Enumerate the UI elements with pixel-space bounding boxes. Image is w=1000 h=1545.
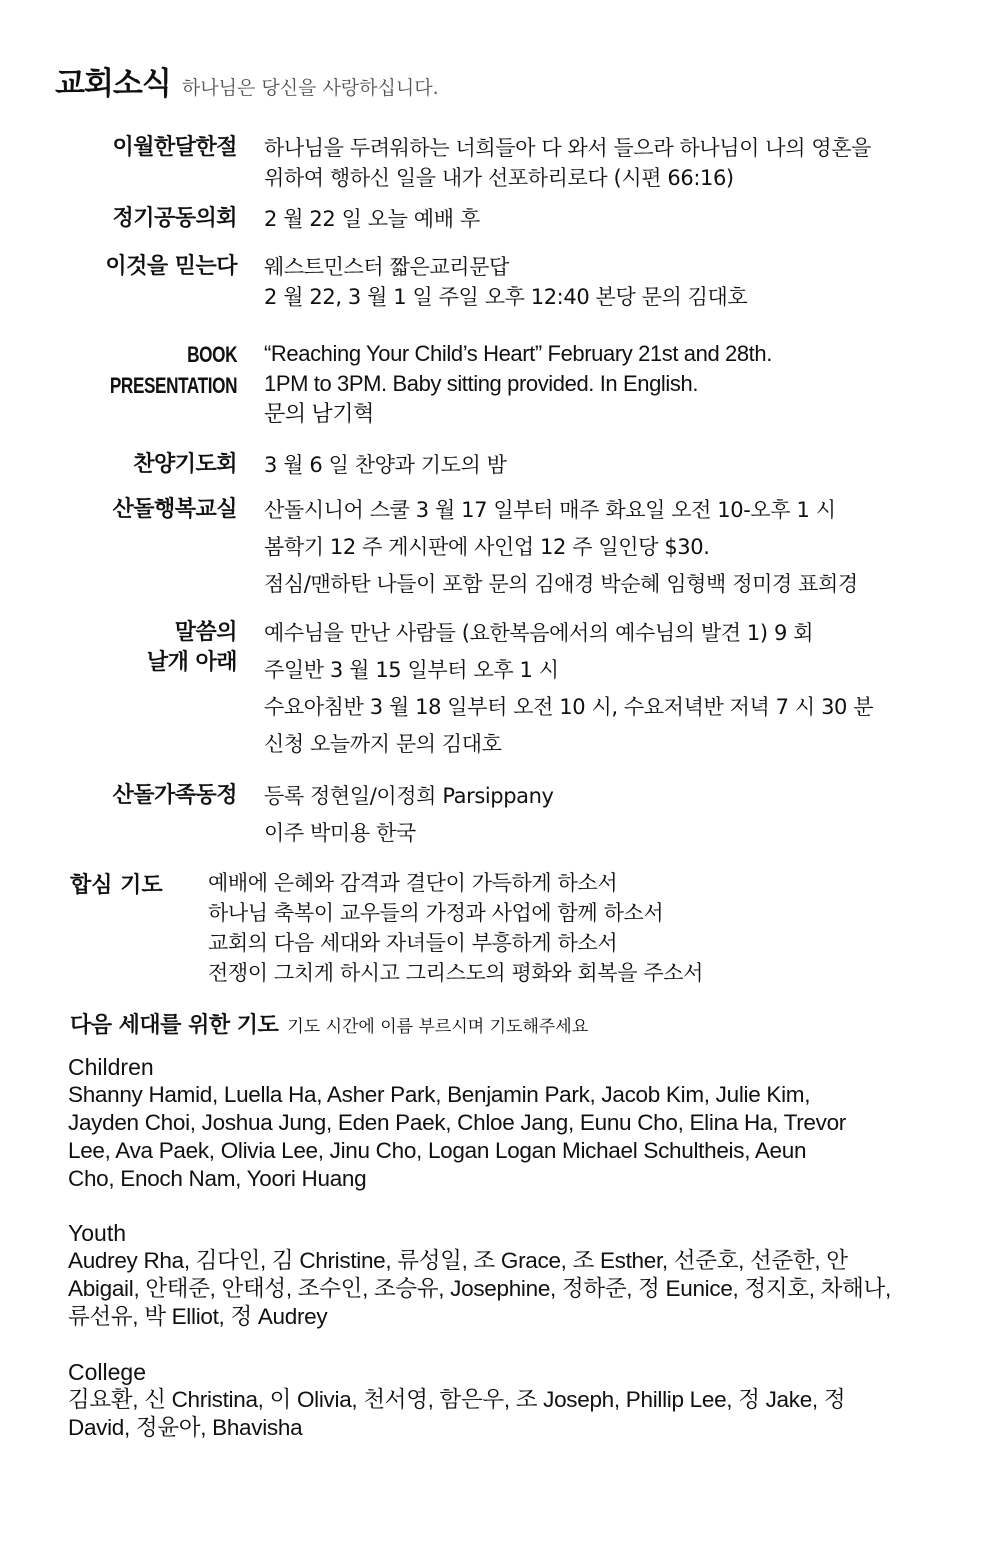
- section-label: [110, 339, 237, 401]
- content-line: 위하여 행하신 일을 내가 선포하리로다 (시편 66:16): [264, 166, 734, 190]
- names-line: Cho, Enoch Nam, Yoori Huang: [68, 1166, 367, 1191]
- section-label: 찬양기도회: [133, 452, 237, 477]
- label-line: BOOK: [187, 342, 237, 367]
- section-label: 이월한달한절: [112, 135, 237, 160]
- names-line: Jayden Choi, Joshua Jung, Eden Paek, Chloe Jang, Eunu Cho, Elina Ha, Trevor: [68, 1110, 846, 1135]
- section-label: [147, 618, 237, 678]
- prayer-line: 하나님 축복이 교우들의 가정과 사업에 함께 하소서: [208, 901, 664, 925]
- page-header: [55, 58, 439, 103]
- content-line: 수요아침반 3 월 18 일부터 오전 10 시, 수요저녁반 저녁 7 시 30 분: [264, 695, 874, 719]
- section-content: [264, 252, 954, 312]
- page-title: 교회소식: [55, 66, 171, 102]
- content-line: 2 월 22 일 오늘 예배 후: [264, 207, 480, 231]
- names-line: David, 정윤아, Bhavisha: [68, 1415, 303, 1440]
- content-line: 이주 박미용 한국: [264, 821, 416, 845]
- content-line: 문의 남기혁: [264, 401, 374, 426]
- group-title: Children: [68, 1054, 154, 1080]
- section-label: 산돌행복교실: [112, 497, 237, 522]
- section-label: 산돌가족동정: [112, 783, 237, 808]
- prayer-line: 예배에 은혜와 감격과 결단이 가득하게 하소서: [208, 871, 618, 895]
- label-line: 말씀의: [174, 620, 237, 645]
- content-line: 신청 오늘까지 문의 김대호: [264, 732, 502, 756]
- prayer-line: 교회의 다음 세대와 자녀들이 부흥하게 하소서: [208, 931, 618, 955]
- content-line: 3 월 6 일 찬양과 기도의 밤: [264, 453, 507, 477]
- content-line: “Reaching Your Child’s Heart” February 21st and 28th.: [264, 341, 772, 366]
- content-line: 웨스트민스터 짧은교리문답: [264, 255, 509, 279]
- content-line: 봄학기 12 주 게시판에 사인업 12 주 일인당 $30.: [264, 535, 710, 559]
- content-line: 2 월 22, 3 월 1 일 주일 오후 12:40 본당 문의 김대호: [264, 285, 748, 309]
- content-line: 예수님을 만난 사람들 (요한복음에서의 예수님의 발견 1) 9 회: [264, 621, 814, 645]
- section-content: [264, 781, 954, 855]
- prayer-lines: [208, 868, 703, 988]
- group-names: [68, 1386, 948, 1442]
- group-children: [68, 1053, 948, 1193]
- group-names: [68, 1247, 948, 1331]
- content-line: 등록 정현일/이정희 Parsippany: [264, 784, 554, 808]
- page-subtitle: 하나님은 당신을 사랑하십니다.: [181, 77, 439, 99]
- names-line: Audrey Rha, 김다인, 김 Christine, 류성일, 조 Grace, 조 Esther, 선준호, 선준한, 안: [68, 1248, 848, 1273]
- section-content: [264, 133, 954, 193]
- group-names: [68, 1081, 948, 1193]
- next-generation-header: [70, 1008, 588, 1039]
- content-line: 1PM to 3PM. Baby sitting provided. In English.: [264, 371, 699, 396]
- group-title: Youth: [68, 1220, 126, 1246]
- next-generation-note: 기도 시간에 이름 부르시며 기도해주세요: [287, 1017, 589, 1037]
- names-line: Abigail, 안태준, 안태성, 조수인, 조승유, Josephine, 정하준, 정 Eunice, 정지호, 차해나,: [68, 1276, 891, 1301]
- names-line: Lee, Ava Paek, Olivia Lee, Jinu Cho, Logan Logan Michael Schultheis, Aeun: [68, 1138, 807, 1163]
- content-line: 하나님을 두려워하는 너희들아 다 와서 들으라 하나님이 나의 영혼을: [264, 136, 872, 160]
- content-line: 주일반 3 월 15 일부터 오후 1 시: [264, 658, 559, 682]
- section-content: [264, 618, 954, 766]
- prayer-label: 합심 기도: [70, 873, 163, 898]
- section-content: [264, 495, 954, 606]
- section-content: [264, 204, 954, 234]
- names-line: 류선유, 박 Elliot, 정 Audrey: [68, 1304, 328, 1329]
- section-label: 이것을 믿는다: [105, 254, 237, 279]
- content-line: 점심/맨하탄 나들이 포함 문의 김애경 박순혜 임형백 정미경 표희경: [264, 572, 858, 596]
- section-content: [264, 339, 954, 429]
- section-label: 정기공동의회: [112, 206, 237, 231]
- group-youth: [68, 1219, 948, 1331]
- section-content: [264, 450, 954, 480]
- group-title: College: [68, 1359, 146, 1385]
- group-college: [68, 1358, 948, 1442]
- names-line: Shanny Hamid, Luella Ha, Asher Park, Benjamin Park, Jacob Kim, Julie Kim,: [68, 1082, 811, 1107]
- next-generation-title: 다음 세대를 위한 기도: [70, 1013, 279, 1038]
- label-line: 날개 아래: [146, 650, 237, 675]
- content-line: 산돌시니어 스쿨 3 월 17 일부터 매주 화요일 오전 10-오후 1 시: [264, 498, 836, 522]
- label-line: PRESENTATION: [109, 373, 237, 398]
- prayer-line: 전쟁이 그치게 하시고 그리스도의 평화와 회복을 주소서: [208, 961, 704, 985]
- names-line: 김요환, 신 Christina, 이 Olivia, 천서영, 함은우, 조 Joseph, Phillip Lee, 정 Jake, 정: [68, 1387, 846, 1412]
